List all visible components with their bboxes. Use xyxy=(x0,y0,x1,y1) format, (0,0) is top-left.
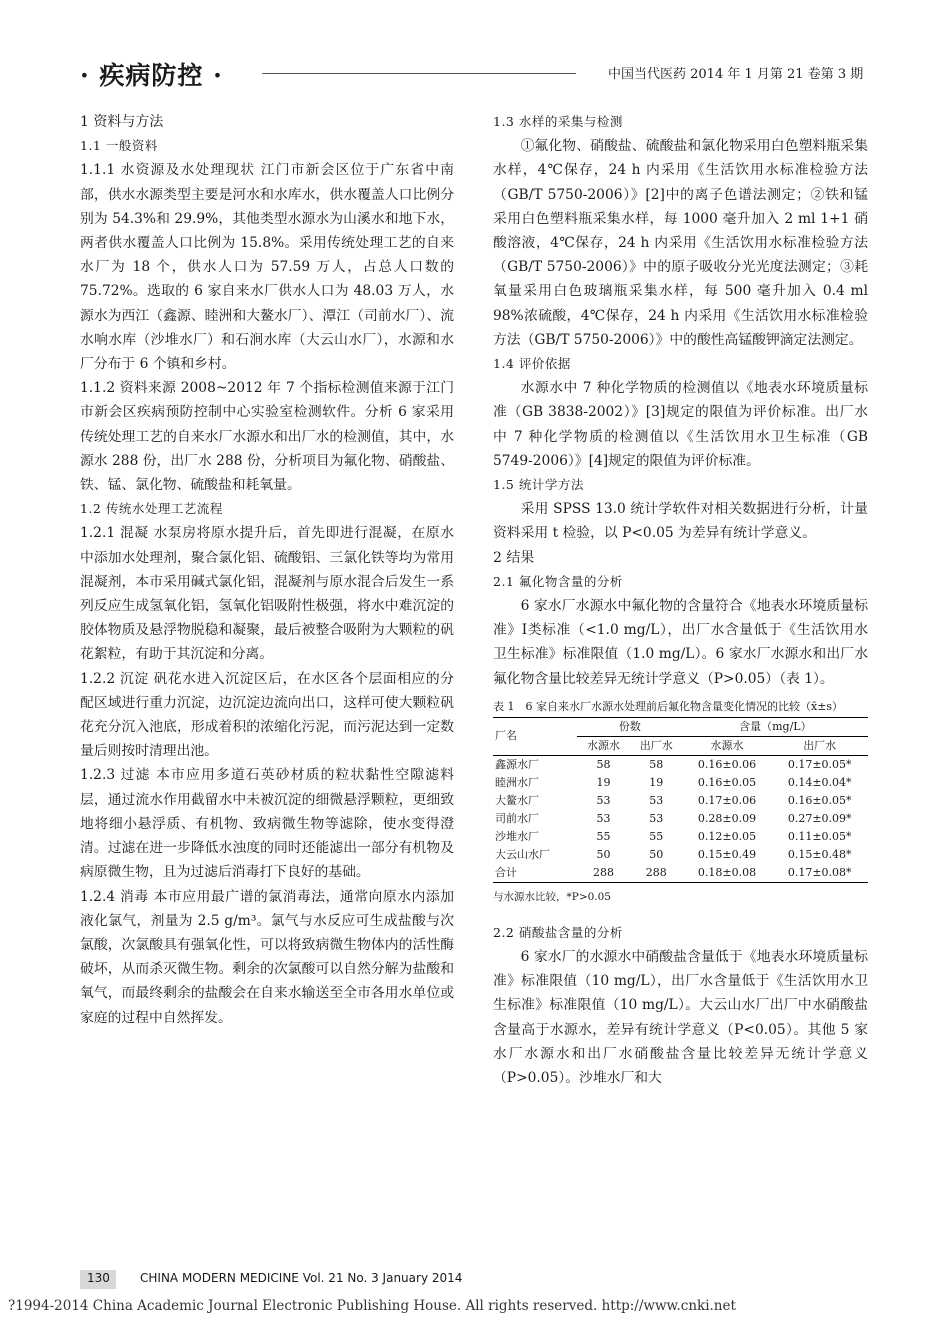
section-title: · 疾病防控 · xyxy=(80,61,223,90)
table-row xyxy=(493,774,868,792)
table-cell: 58 xyxy=(649,757,664,771)
journal-issue: 中国当代医药 2014 年 1 月第 21 卷第 3 期 xyxy=(608,67,864,82)
paragraph: 采用 SPSS 13.0 统计学软件对相关数据进行分析，计量资料采用 t 检验，以 P<0.05 为差异有统计学意义。 xyxy=(493,501,868,542)
heading: 2 结果 xyxy=(493,549,535,566)
paragraph: 1.1.2 资料来源 2008~2012 年 7 个指标检测值来源于江门市新会区疾病预防控制中心实验室检测软件。分析 6 家采用传统处理工艺的自来水厂水源水和出厂水的检测值，其中，水源水 288 份，出厂水 288 份，分析项目为氟化物、硝酸盐、铁、锰、氯化物、硫酸盐和耗氧量。 xyxy=(80,380,454,494)
table-cell: 0.15±0.48* xyxy=(787,847,852,861)
table-cell: 0.28±0.09 xyxy=(697,811,757,825)
table-cell: 大鳌水厂 xyxy=(495,793,539,807)
table-cell: 0.14±0.04* xyxy=(787,775,852,789)
table-cell: 19 xyxy=(649,775,664,789)
table-1 xyxy=(493,699,868,905)
table-cell: 司前水厂 xyxy=(495,811,539,825)
th-count: 份数 xyxy=(577,717,683,736)
table-cell: 288 xyxy=(593,865,615,879)
table-cell: 0.18±0.08 xyxy=(697,865,757,879)
left-column xyxy=(80,110,454,1030)
heading: 1 资料与方法 xyxy=(80,114,164,130)
right-column xyxy=(493,110,868,1090)
table-cell: 0.15±0.49 xyxy=(697,847,757,861)
table-cell: 0.16±0.06 xyxy=(697,757,757,771)
paragraph: 1.2.1 混凝 水泵房将原水提升后，首先即进行混凝，在原水中添加水处理剂，聚合氯化铝、硫酸铝、三氯化铁等均为常用混凝剂，本市采用碱式氯化铝，混凝剂与原水混合后发生一系列反应生成氢氧化铝，氢氧化铝吸附性极强，将水中难沉淀的胶体物质及悬浮物脱稳和凝聚，最后被整合吸附为大颗粒的矾花絮粒，有助于其沉淀和分离。 xyxy=(80,525,454,663)
th-factory: 厂名 xyxy=(495,729,517,743)
table-row xyxy=(493,810,868,828)
th-count-out: 出厂水 xyxy=(639,738,673,752)
journal-footer: CHINA MODERN MEDICINE Vol. 21 No. 3 January 2014 xyxy=(140,1271,463,1285)
table-cell: 沙堆水厂 xyxy=(495,829,539,843)
table-cell: 0.17±0.08* xyxy=(787,865,852,879)
copyright-line: ?1994-2014 China Academic Journal Electronic Publishing House. All rights reserved. http://www.cnki.net xyxy=(8,1298,736,1314)
table-cell: 55 xyxy=(649,829,664,843)
table-note: 与水源水比较，*P>0.05 xyxy=(493,890,611,903)
table-cell: 19 xyxy=(596,775,611,789)
table-cell: 58 xyxy=(596,757,611,771)
table-cell: 288 xyxy=(645,865,667,879)
table-cell: 53 xyxy=(649,811,664,825)
heading: 1.5 统计学方法 xyxy=(493,477,584,493)
paragraph: ①氟化物、硝酸盐、硫酸盐和氯化物采用白色塑料瓶采集水样，4℃保存，24 h 内采用《生活饮用水标准检验方法（GB/T 5750-2006）》[2]中的离子色谱法测定；②铁和锰采用白色塑料瓶采集水样，每 1000 毫升加入 2 ml 1+1 硝酸溶液，4℃保存，24 h 内采用《生活饮用水标准检验方法（GB/T 5750-2006）》中的原子吸收分光光度法测定；③耗氧量采用白色玻璃瓶采集水样，每 500 毫升加入 0.4 ml 98%浓硫酸，4℃保存，24 h 内采用《生活饮用水标准检验方法（GB/T 5750-2006）》中的酸性高锰酸钾滴定法测定。 xyxy=(493,138,868,348)
table-cell: 50 xyxy=(596,847,611,861)
th-content: 含量（mg/L） xyxy=(683,717,868,736)
paragraph: 水源水中 7 种化学物质的检测值以《地表水环境质量标准（GB 3838-2002）》[3]规定的限值为评价标准。出厂水中 7 种化学物质的检测值以《生活饮用水卫生标准（GB 5749-2006）》[4]规定的限值为评价标准。 xyxy=(493,380,868,469)
heading: 2.1 氟化物含量的分析 xyxy=(493,573,623,589)
table-cell: 0.17±0.05* xyxy=(787,757,852,771)
th-content-source: 水源水 xyxy=(710,738,744,752)
table-cell: 0.17±0.06 xyxy=(697,793,757,807)
th-count-source: 水源水 xyxy=(587,738,621,752)
right-top-text xyxy=(493,110,868,691)
table-caption: 表 1 6 家自来水厂水源水处理前后氟化物含量变化情况的比较（x̄±s） xyxy=(493,699,844,713)
table-cell: 睦洲水厂 xyxy=(495,775,539,789)
paragraph: 6 家水厂的水源水中硝酸盐含量低于《地表水环境质量标准》标准限值（10 mg/L），出厂水含量低于《生活饮用水卫生标准》标准限值（10 mg/L）。大云山水厂出厂中水硝酸盐含量高于水源水，差异有统计学意义（P<0.05）。其他 5 家水厂水源水和出厂水硝酸盐含量比较差异无统计学意义（P>0.05）。沙堆水厂和大 xyxy=(493,949,868,1087)
table-cell: 鑫源水厂 xyxy=(495,757,539,771)
paragraph: 1.2.2 沉淀 矾花水进入沉淀区后，在水区各个层面相应的分配区域进行重力沉淀，边沉淀边流向出口，这样可使大颗粒矾花充分沉入池底，形成着积的浓缩化污泥，而污泥达到一定数量后则按时清理出池。 xyxy=(80,670,454,760)
table-cell: 53 xyxy=(596,793,611,807)
table-cell: 0.12±0.05 xyxy=(697,829,757,843)
paragraph: 1.2.3 过滤 本市应用多道石英砂材质的粒状黏性空隙滤料层，通过流水作用截留水中未被沉淀的细微悬浮颗粒，更细致地将细小悬浮质、有机物、致病微生物等滤除，使水变得澄清。过滤在进一步降低水浊度的同时还能滤出一部分有机物及病原微生物，且为过滤后消毒打下良好的基础。 xyxy=(80,767,454,881)
table-cell: 合计 xyxy=(495,865,517,879)
table-cell: 0.11±0.05* xyxy=(787,829,852,843)
th-content-out: 出厂水 xyxy=(803,738,837,752)
heading: 2.2 硝酸盐含量的分析 xyxy=(493,924,623,940)
table-row xyxy=(493,864,868,883)
heading: 1.3 水样的采集与检测 xyxy=(493,114,623,129)
header-rule xyxy=(262,73,576,74)
heading: 1.1 一般资料 xyxy=(80,138,158,154)
table-row xyxy=(493,792,868,810)
heading: 1.2 传统水处理工艺流程 xyxy=(80,501,223,517)
page-number: 130 xyxy=(87,1271,110,1285)
paragraph: 6 家水厂水源水中氟化物的含量符合《地表水环境质量标准》Ⅰ类标准（<1.0 mg/L），出厂水含量低于《生活饮用水卫生标准》标准限值（1.0 mg/L）。6 家水厂水源水和出厂水氟化物含量比较差异无统计学意义（P>0.05）（表 1）。 xyxy=(493,598,868,687)
table-cell: 55 xyxy=(596,829,611,843)
table-cell: 0.27±0.09* xyxy=(787,811,852,825)
table-cell: 53 xyxy=(649,793,664,807)
table-row xyxy=(493,846,868,864)
table-cell: 50 xyxy=(649,847,664,861)
table-cell: 0.16±0.05 xyxy=(697,775,757,789)
table-row xyxy=(493,755,868,774)
heading: 1.4 评价依据 xyxy=(493,356,571,372)
table-cell: 53 xyxy=(596,811,611,825)
paragraph: 1.2.4 消毒 本市应用最广谱的氯消毒法，通常向原水内添加液化氯气，剂量为 2.5 g/m³。氯气与水反应可生成盐酸与次氯酸，次氯酸具有强氧化性，可以将致病微生物体内的活性酶破坏，从而杀灭微生物。剩余的次氯酸可以自然分解为盐酸和氧气，而最终剩余的盐酸会在自来水输送至全市各用水单位或家庭的过程中自然挥发。 xyxy=(80,888,454,1026)
paragraph: 1.1.1 水资源及水处理现状 江门市新会区位于广东省中南部，供水水源类型主要是河水和水库水，供水覆盖人口比例分别为 54.3%和 29.9%，其他类型水源水为山溪水和地下水，两者供水覆盖人口比例为 15.8%。采用传统处理工艺的自来水厂为 18 个，供水人口为 57.59 万人，占总人口数的 75.72%。选取的 6 家自来水厂供水人口为 48.03 万人，水源水为西江（鑫源、睦洲和大鳌水厂）、潭江（司前水厂）、流水响水库（沙堆水厂）和石涧水库（大云山水厂），水源和水厂分布于 6 个镇和乡村。 xyxy=(80,162,454,373)
table-row xyxy=(493,828,868,846)
right-bottom-text xyxy=(493,921,868,1090)
table-cell: 大云山水厂 xyxy=(495,847,550,861)
table-cell: 0.16±0.05* xyxy=(787,793,852,807)
